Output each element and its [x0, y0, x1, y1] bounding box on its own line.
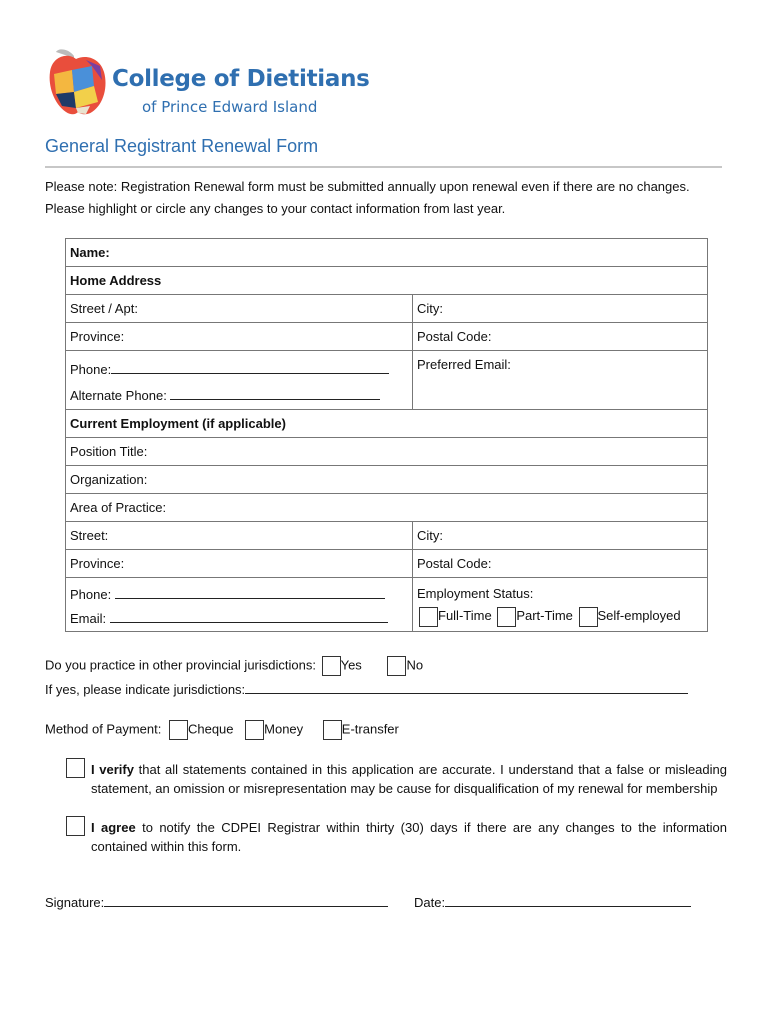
preferred-email-field[interactable]: [413, 351, 708, 410]
alt-phone-label: Alternate Phone:: [70, 388, 167, 403]
title-divider: [45, 166, 722, 168]
current-employment-label: Current Employment (if applicable): [70, 416, 286, 431]
apple-logo-icon: [46, 46, 110, 118]
self-employed-checkbox[interactable]: [579, 607, 598, 627]
postal-code-label: Postal Code:: [417, 329, 492, 344]
jurisdictions-no-checkbox[interactable]: [387, 656, 406, 676]
etransfer-checkbox[interactable]: [323, 720, 342, 740]
agree-statement: [91, 818, 727, 856]
emp-province-label: Province:: [70, 556, 125, 571]
emp-email-label: Email:: [70, 611, 107, 626]
phone-cell: [66, 351, 413, 410]
payment-method-row: [45, 720, 399, 740]
emp-street-label: Street:: [70, 528, 109, 543]
jurisdictions-no-label: No: [406, 657, 424, 673]
emp-city-label: City:: [417, 528, 443, 543]
emp-city-field[interactable]: [413, 522, 708, 550]
alt-phone-field[interactable]: [70, 383, 412, 409]
employment-status-label: Employment Status:: [417, 586, 534, 601]
agree-checkbox[interactable]: [66, 816, 85, 836]
verify-statement: [91, 760, 727, 798]
date-label: Date:: [414, 895, 446, 910]
cheque-checkbox[interactable]: [169, 720, 188, 740]
date-field[interactable]: [414, 895, 691, 910]
money-checkbox[interactable]: [245, 720, 264, 740]
org-subtitle: of Prince Edward Island: [142, 98, 318, 116]
organization-field[interactable]: [66, 466, 708, 494]
area-of-practice-field[interactable]: [66, 494, 708, 522]
position-title-field[interactable]: [66, 438, 708, 466]
emp-province-field[interactable]: [66, 550, 413, 578]
phone-field[interactable]: [70, 357, 412, 383]
part-time-label: Part-Time: [516, 608, 573, 623]
area-of-practice-label: Area of Practice:: [70, 500, 167, 515]
name-label: Name:: [70, 245, 110, 260]
etransfer-label: E-transfer: [341, 721, 399, 737]
emp-contact-cell: [66, 578, 413, 632]
verify-checkbox[interactable]: [66, 758, 85, 778]
home-address-heading: [66, 267, 708, 295]
self-employed-label: Self-employed: [597, 608, 681, 623]
home-address-label: Home Address: [70, 273, 162, 288]
emp-postal-label: Postal Code:: [417, 556, 492, 571]
emp-postal-field[interactable]: [413, 550, 708, 578]
jurisdictions-yes-label: Yes: [340, 657, 362, 673]
org-logo: [46, 46, 376, 126]
instructions-note: Please note: Registration Renewal form must be submitted annually upon renewal even if there are no changes. Please highlight or circle any changes to your contact information from last year.: [45, 179, 690, 216]
jurisdictions-list-field[interactable]: [45, 682, 688, 697]
phone-label: Phone:: [70, 362, 112, 377]
name-field[interactable]: [66, 239, 708, 267]
current-employment-heading: [66, 410, 708, 438]
preferred-email-label: Preferred Email:: [417, 357, 511, 372]
jurisdictions-question-row: [45, 656, 423, 676]
province-label: Province:: [70, 329, 125, 344]
emp-email-field[interactable]: [70, 607, 412, 631]
jurisdictions-yes-checkbox[interactable]: [322, 656, 341, 676]
emp-phone-field[interactable]: [70, 583, 412, 607]
postal-code-field[interactable]: [413, 323, 708, 351]
page-title: General Registrant Renewal Form: [45, 136, 319, 156]
city-label: City:: [417, 301, 443, 316]
verify-text: that all statements contained in this application are accurate. I understand that a false or misleading statement, an omission or misrepresentation may be cause for disqualification of my renewal for membership: [91, 762, 727, 796]
emp-street-field[interactable]: [66, 522, 413, 550]
payment-label: Method of Payment:: [45, 721, 162, 737]
money-label: Money: [264, 721, 304, 737]
registration-form-table: [65, 238, 708, 632]
street-apt-field[interactable]: [66, 295, 413, 323]
position-title-label: Position Title:: [70, 444, 148, 459]
signature-label: Signature:: [45, 895, 105, 910]
full-time-label: Full-Time: [438, 608, 492, 623]
employment-status-cell: [413, 578, 708, 632]
organization-label: Organization:: [70, 472, 148, 487]
agree-bold: I agree: [91, 820, 136, 835]
part-time-checkbox[interactable]: [497, 607, 516, 627]
signature-field[interactable]: [45, 895, 388, 910]
street-apt-label: Street / Apt:: [70, 301, 138, 316]
full-time-checkbox[interactable]: [419, 607, 438, 627]
verify-bold: I verify: [91, 762, 134, 777]
city-field[interactable]: [413, 295, 708, 323]
jurisdictions-list-label: If yes, please indicate jurisdictions:: [45, 682, 246, 697]
cheque-label: Cheque: [187, 721, 234, 737]
agree-text: to notify the CDPEI Registrar within thirty (30) days if there are any changes to the information contained within this form.: [91, 820, 727, 854]
jurisdictions-question: Do you practice in other provincial jurisdictions:: [45, 657, 316, 673]
org-name: College of Dietitians: [112, 66, 370, 92]
province-field[interactable]: [66, 323, 413, 351]
emp-phone-label: Phone:: [70, 587, 112, 602]
